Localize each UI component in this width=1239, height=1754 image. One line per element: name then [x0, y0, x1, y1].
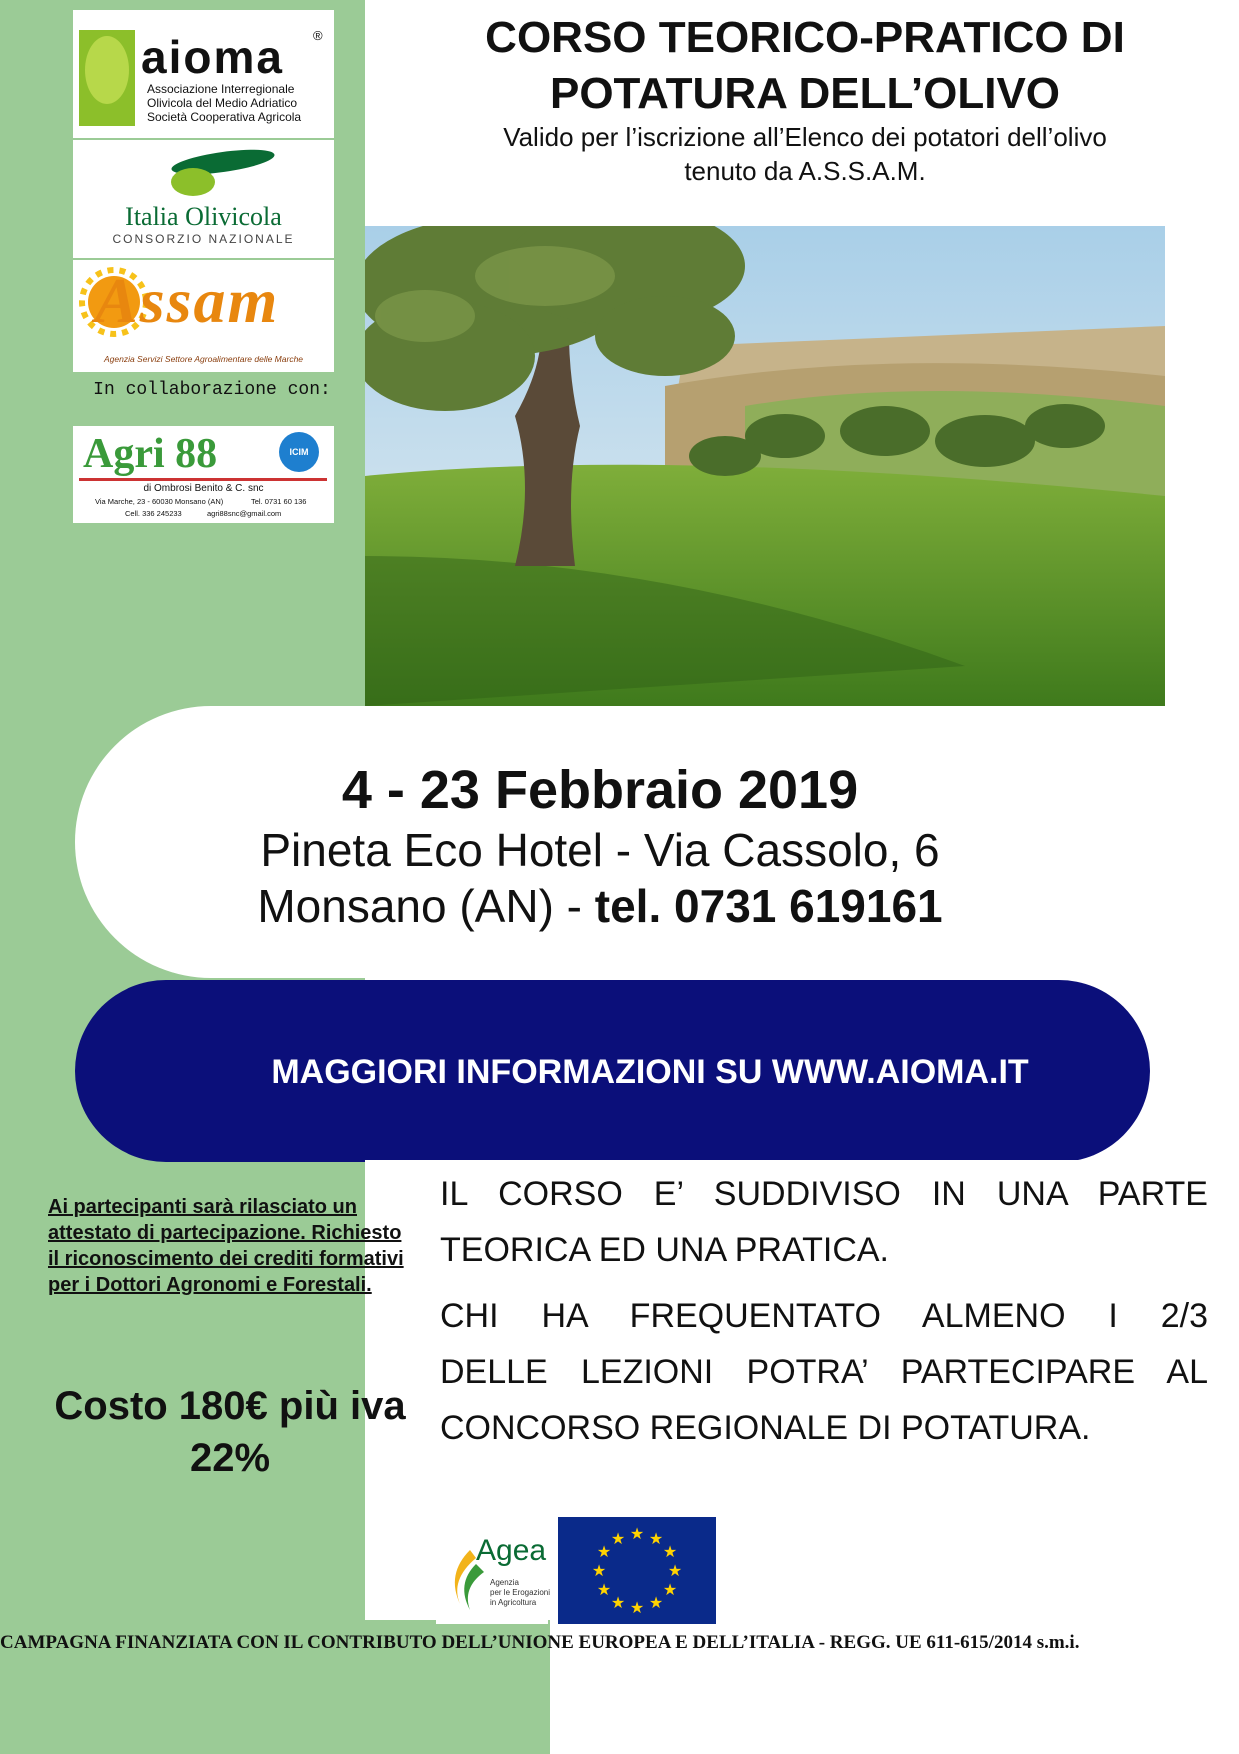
subtitle-line-2: tenuto da A.S.S.A.M.	[684, 156, 926, 186]
olive-grove-photo	[365, 226, 1165, 706]
assam-sub: Agenzia Servizi Settore Agroalimentare delle Marche	[103, 354, 304, 364]
assam-name: Assam	[95, 265, 280, 336]
page-title: CORSO TEORICO-PRATICO DI POTATURA DELL’OLIVO	[485, 13, 1125, 118]
italia-olivicola-name: Italia Olivicola	[125, 202, 282, 231]
italia-olivicola-logo	[73, 140, 334, 258]
course-line-2: TEORICA ED UNA PRATICA.	[440, 1231, 890, 1269]
aioma-registered-mark: ®	[313, 28, 323, 43]
course-line-1: IL CORSO E’ SUDDIVISO IN UNA PARTE	[440, 1175, 1208, 1213]
agea-sub3: in Agricoltura	[490, 1598, 537, 1607]
course-description	[440, 1166, 1208, 1466]
course-cost: Costo 180€ più iva 22%	[54, 1384, 406, 1480]
info-banner-link[interactable]: MAGGIORI INFORMAZIONI SU WWW.AIOMA.IT	[271, 1053, 1029, 1091]
aioma-line3: Società Cooperativa Agricola	[147, 110, 302, 124]
funding-footer: CAMPAGNA FINANZIATA CON IL CONTRIBUTO DELL’UNIONE EUROPEA E DELL’ITALIA - REGG. UE 611-615/2014 s.m.i.	[0, 1632, 1080, 1653]
aioma-line2: Olivicola del Medio Adriatico	[147, 96, 298, 110]
agri88-owner: di Ombrosi Benito & C. snc	[143, 483, 264, 494]
agri88-underline	[79, 478, 327, 481]
event-date: 4 - 23 Febbraio 2019	[341, 760, 859, 820]
olive-leaf-icon	[73, 140, 334, 200]
subtitle-line-1: Valido per l’iscrizione all’Elenco dei potatori dell’olivo	[503, 122, 1107, 152]
svg-text:★: ★	[591, 1561, 607, 1580]
eu-flag	[558, 1517, 716, 1624]
agri88-tel: Tel. 0731 60 136	[251, 497, 307, 506]
eu-stars-icon	[558, 1517, 716, 1624]
assam-logo	[73, 260, 334, 372]
course-line-5: CONCORSO REGIONALE DI POTATURA.	[440, 1409, 1091, 1447]
agea-sub1: Agenzia	[490, 1578, 519, 1587]
svg-text:★: ★	[610, 1529, 626, 1548]
svg-text:★: ★	[662, 1542, 678, 1561]
course-line-4: DELLE LEZIONI POTRA’ PARTECIPARE AL	[440, 1353, 1208, 1391]
svg-text:★: ★	[629, 1524, 645, 1543]
agri88-badge-label: ICIM	[289, 447, 309, 457]
course-line-3: CHI HA FREQUENTATO ALMENO I 2/3	[440, 1297, 1208, 1335]
svg-text:★: ★	[629, 1598, 645, 1617]
svg-text:★: ★	[662, 1580, 678, 1599]
agea-sub2: per le Erogazioni	[490, 1588, 551, 1597]
italia-olivicola-sub: CONSORZIO NAZIONALE	[112, 232, 295, 246]
event-phone: tel. 0731 619161	[594, 880, 943, 932]
agri88-address: Via Marche, 23 - 60030 Monsano (AN)	[95, 497, 224, 506]
olive-grove-illustration	[365, 226, 1165, 706]
svg-text:★: ★	[667, 1561, 683, 1580]
certificate-note: Ai partecipanti sarà rilasciato un attestato di partecipazione. Richiesto il riconoscimento dei crediti formativi per i Dottori Agronomi e Forestali.	[48, 1196, 404, 1296]
aioma-name: aioma	[141, 31, 284, 83]
agea-logo	[436, 1520, 551, 1624]
collaboration-label: In collaborazione con:	[93, 380, 331, 400]
svg-text:★: ★	[596, 1542, 612, 1561]
svg-text:★: ★	[648, 1593, 664, 1612]
event-venue	[75, 822, 1125, 934]
aioma-logo	[73, 10, 334, 138]
agri88-email: agri88snc@gmail.com	[207, 509, 282, 518]
svg-text:★: ★	[596, 1580, 612, 1599]
agri88-name: Agri 88	[83, 431, 218, 477]
agri88-cell: Cell. 336 245233	[125, 509, 182, 518]
aioma-line1: Associazione Interregionale	[147, 82, 295, 96]
event-city: Monsano (AN) -	[257, 880, 595, 932]
event-location	[75, 878, 1125, 934]
agri88-logo	[73, 426, 334, 523]
svg-text:★: ★	[648, 1529, 664, 1548]
agea-name: Agea	[476, 1534, 547, 1567]
event-venue-address: Pineta Eco Hotel - Via Cassolo, 6	[260, 824, 940, 876]
svg-text:★: ★	[610, 1593, 626, 1612]
agri88-badge-icon	[279, 432, 319, 472]
page-subtitle	[390, 120, 1220, 188]
